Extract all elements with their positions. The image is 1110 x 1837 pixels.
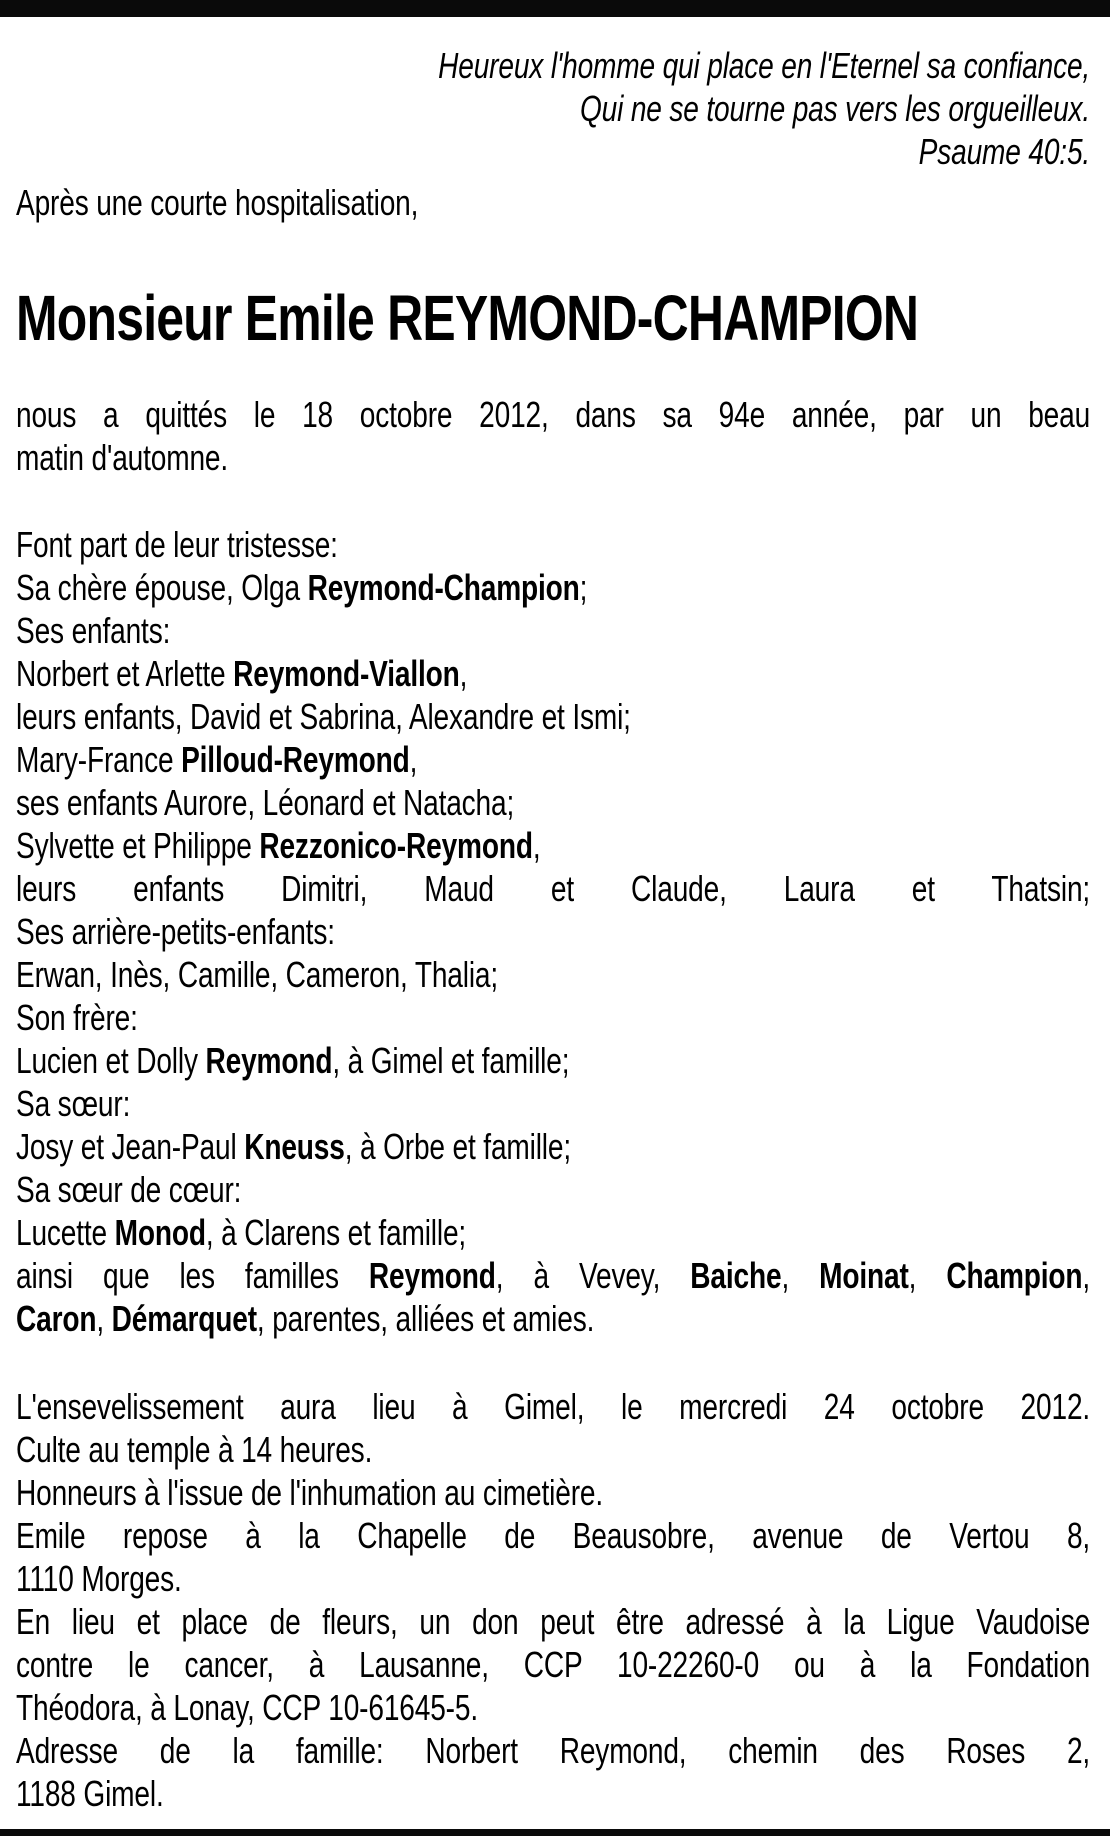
text-line: Culte au temple à 14 heures. [16,1429,373,1470]
text-line: Lucette Monod, à Clarens et famille; [16,1212,467,1253]
text-line: matin d'automne. [16,437,229,478]
text-line: leurs enfants, David et Sabrina, Alexandre et Ismi; [16,696,631,737]
text-line: Mary-France Pilloud-Reymond, [16,739,418,780]
text-line: 1188 Gimel. [16,1773,164,1814]
text-line: Sa sœur: [16,1083,131,1124]
text-line: L'ensevelissement aura lieu à Gimel, le mercredi 24 octobre 2012. [16,1386,1091,1427]
death-announcement [16,393,1090,479]
text-line: Sa chère épouse, Olga Reymond-Champion; [16,567,588,608]
text-line: Ses arrière-petits-enfants: [16,911,335,952]
text-line: Son frère: [16,997,138,1038]
text-line: Lucien et Dolly Reymond, à Gimel et famille; [16,1040,570,1081]
text-line: Qui ne se tourne pas vers les orgueilleux. [579,88,1091,129]
text-line: Norbert et Arlette Reymond-Viallon, [16,653,468,694]
text-line: 1110 Morges. [16,1558,182,1599]
family-list [16,523,1090,1340]
text-line: Sa sœur de cœur: [16,1169,242,1210]
deceased-name: Monsieur Emile REYMOND-CHAMPION [16,282,919,354]
top-rule [0,0,1110,17]
funeral-details [16,1385,1090,1815]
text-line: ses enfants Aurore, Léonard et Natacha; [16,782,515,823]
text-line: Josy et Jean-Paul Kneuss, à Orbe et famille; [16,1126,571,1167]
text-line: Sylvette et Philippe Rezzonico-Reymond, [16,825,541,866]
text-line: Psaume 40:5. [918,131,1091,172]
text-line: Caron, Démarquet, parentes, alliées et amies. [16,1298,595,1339]
text-line: Adresse de la famille: Norbert Reymond, chemin des Roses 2, [16,1730,1091,1771]
bottom-rule [0,1829,1110,1836]
text-line: ainsi que les familles Reymond, à Vevey, Baiche, Moinat, Champion, [16,1255,1091,1296]
text-line: Emile repose à la Chapelle de Beausobre, avenue de Vertou 8, [16,1515,1091,1556]
text-line: Ses enfants: [16,610,171,651]
text-line: Honneurs à l'issue de l'inhumation au cimetière. [16,1472,603,1513]
text-line: Erwan, Inès, Camille, Cameron, Thalia; [16,954,499,995]
text-line: Font part de leur tristesse: [16,524,338,565]
intro-line: Après une courte hospitalisation, [16,182,419,223]
text-line: nous a quittés le 18 octobre 2012, dans sa 94e année, par un beau [16,394,1091,435]
text-line: contre le cancer, à Lausanne, CCP 10-22260-0 ou à la Fondation [16,1644,1091,1685]
notice-content [16,17,1090,1815]
text-line: En lieu et place de fleurs, un don peut être adressé à la Ligue Vaudoise [16,1601,1091,1642]
text-line: Théodora, à Lonay, CCP 10-61645-5. [16,1687,478,1728]
text-line: leurs enfants Dimitri, Maud et Claude, Laura et Thatsin; [16,868,1091,909]
scripture-quote [16,44,1090,173]
text-line: Heureux l'homme qui place en l'Eternel sa confiance, [438,45,1091,86]
